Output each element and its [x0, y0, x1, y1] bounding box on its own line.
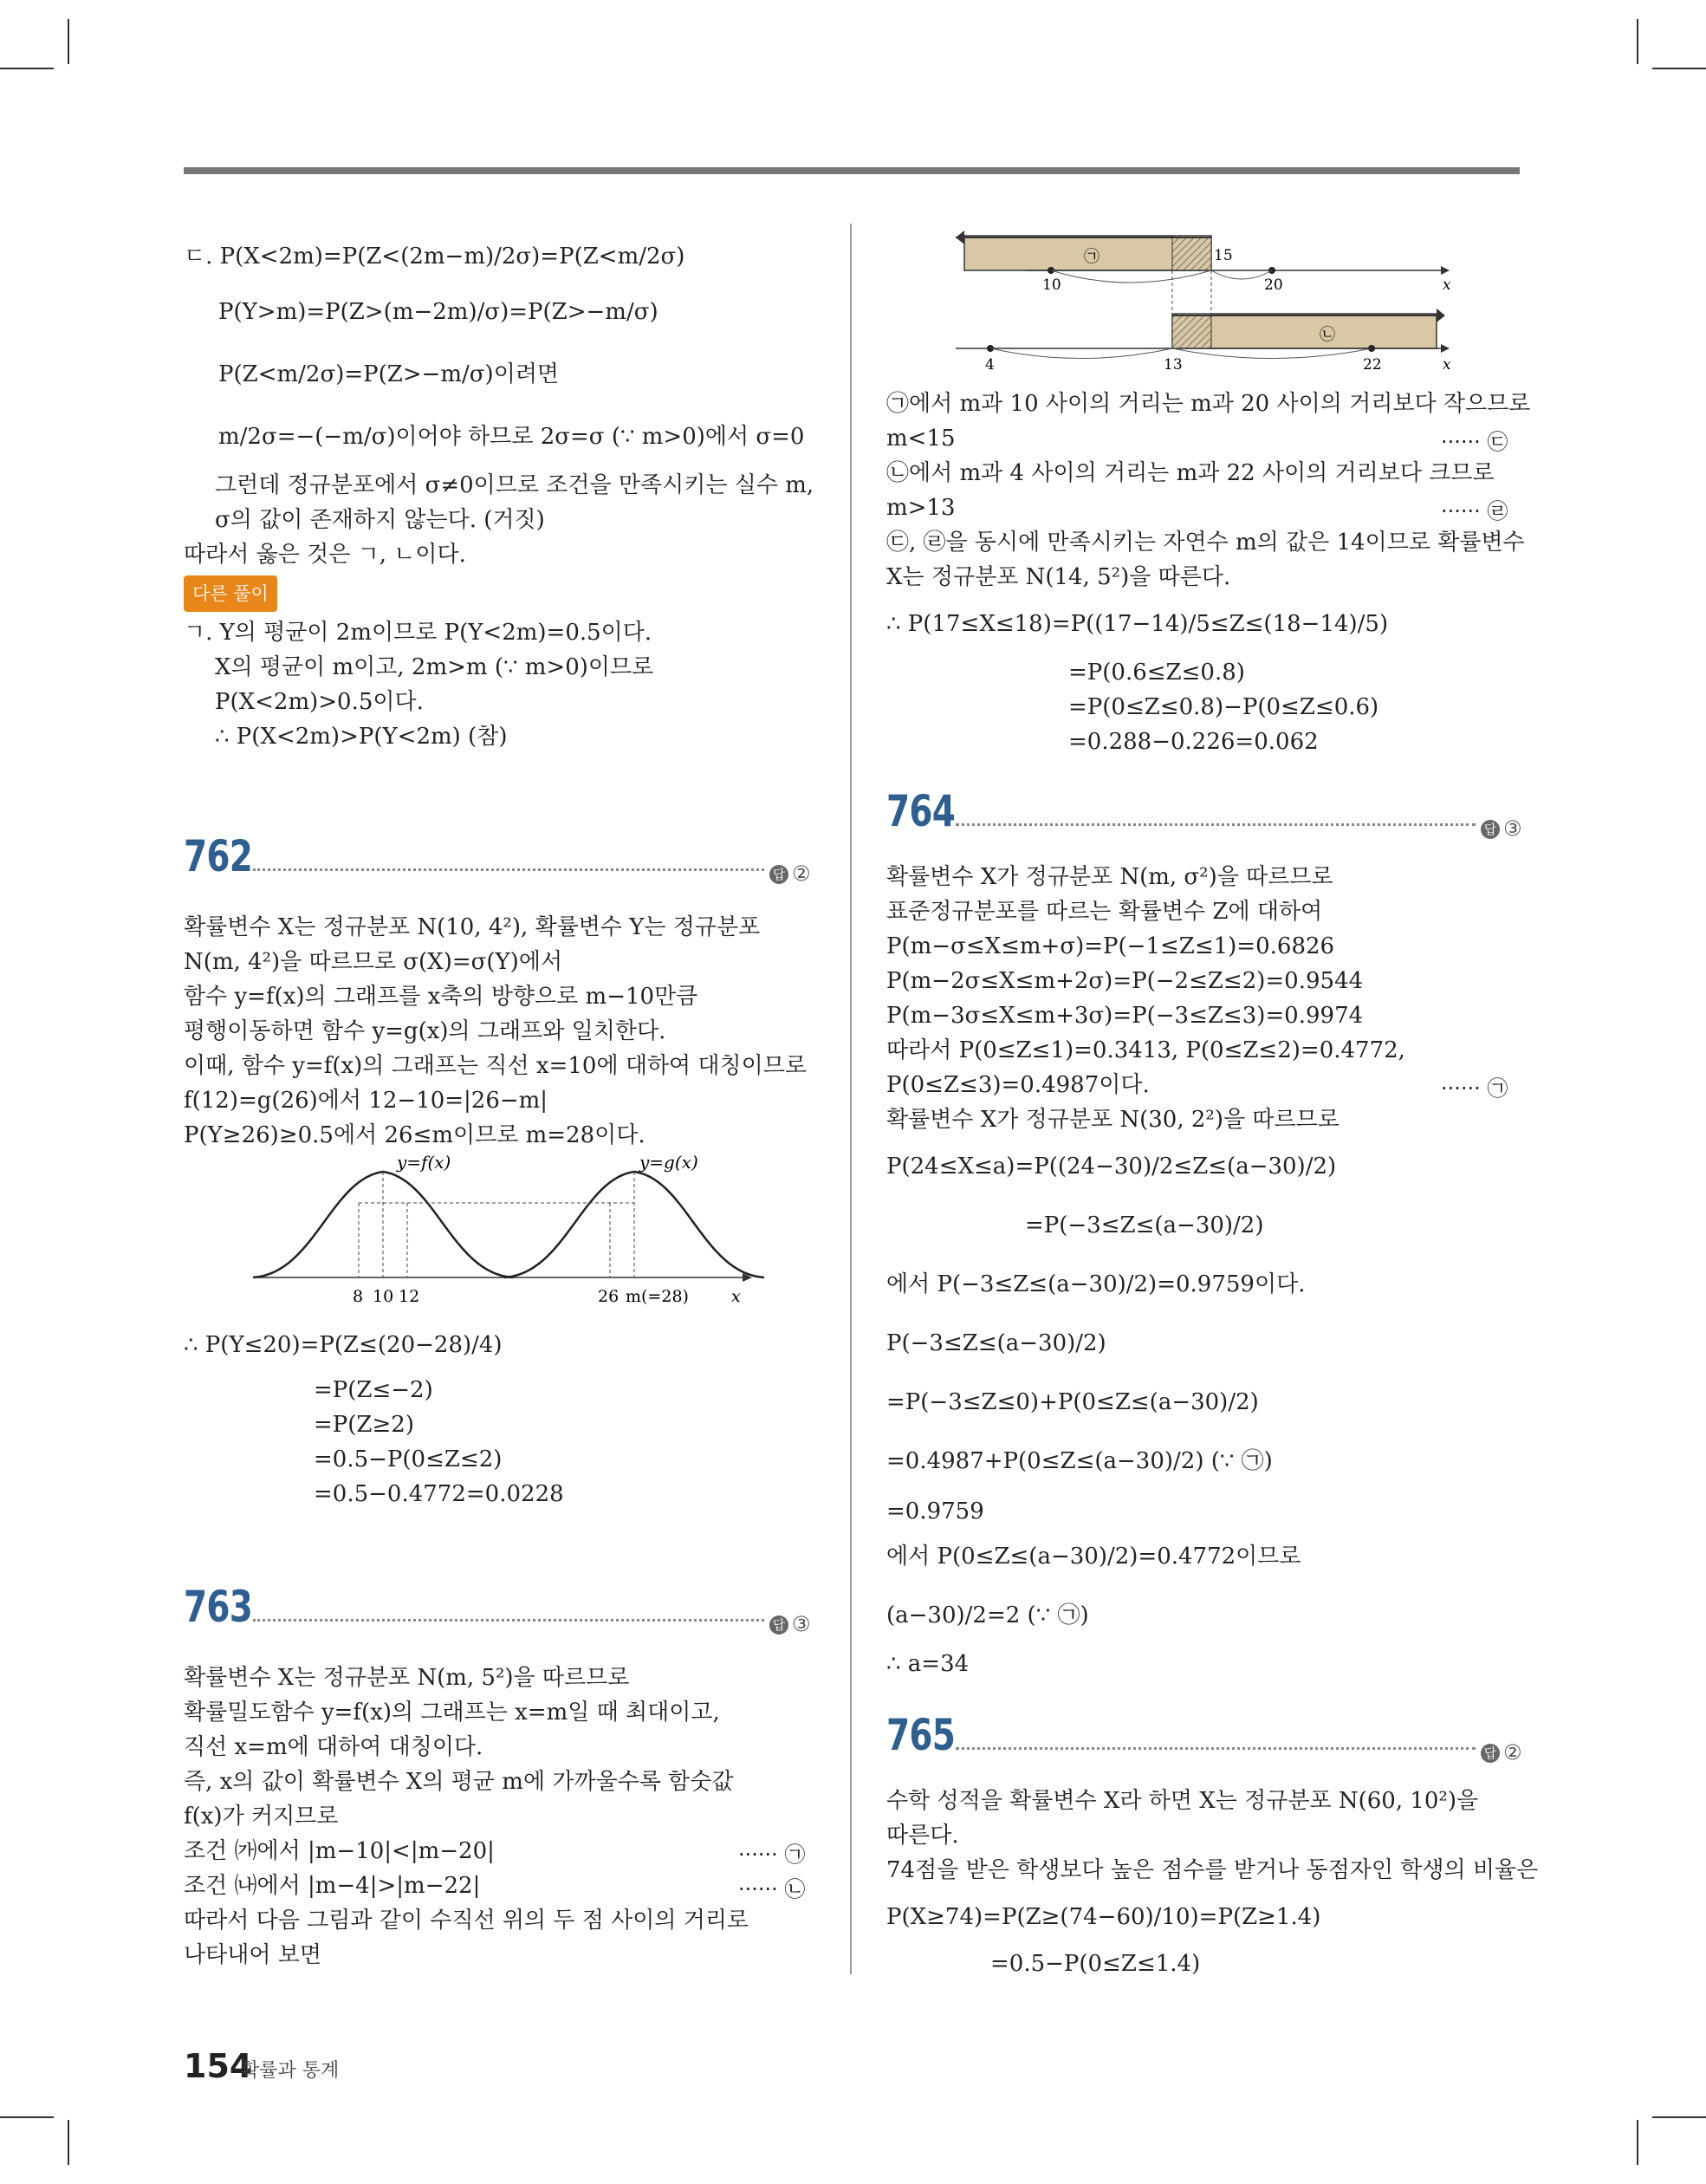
text-line: ㉠에서 m과 10 사이의 거리는 m과 20 사이의 거리보다 작으므로	[886, 391, 1531, 417]
text-line: 이때, 함수 y=f(x)의 그래프는 직선 x=10에 대하여 대칭이므로	[184, 1053, 808, 1079]
text-line: =P(0≤Z≤0.8)−P(0≤Z≤0.6)	[1068, 694, 1379, 720]
text-line: 확률변수 X가 정규분포 N(30, 2²)을 따르므로	[886, 1107, 1340, 1133]
svg-text:4: 4	[985, 356, 995, 374]
text-line: 나타내어 보면	[184, 1942, 321, 1968]
crop-mark	[1652, 68, 1706, 69]
text-line: X는 정규분포 N(14, 5²)을 따른다.	[886, 564, 1231, 590]
normal-curves-graph	[253, 1153, 773, 1309]
text-line: ∴ a=34	[886, 1651, 970, 1677]
text-line: f(x)가 커지므로	[184, 1804, 339, 1830]
crop-mark	[1652, 2116, 1706, 2118]
equation-mark: ······ ㉡	[738, 1877, 806, 1901]
text-line: =0.4987+P(0≤Z≤(a−30)/2) (∵ ㉠)	[886, 1448, 1273, 1474]
svg-text:10: 10	[1042, 276, 1061, 294]
svg-text:13: 13	[1164, 356, 1183, 374]
text-line: =P(Z≤−2)	[314, 1377, 433, 1403]
text-line: 따라서 다음 그림과 같이 수직선 위의 두 점 사이의 거리로	[184, 1908, 749, 1934]
leader-dots	[956, 823, 1476, 826]
text-line: 표준정규분포를 따르는 확률변수 Z에 대하여	[886, 899, 1323, 925]
text-line: ∴ P(X<2m)>P(Y<2m) (참)	[215, 724, 508, 750]
problem-number: 765	[886, 1710, 956, 1760]
text-line: ∴ P(17≤X≤18)=P((17−14)/5≤Z≤(18−14)/5)	[886, 611, 1389, 637]
leader-dots	[956, 1747, 1476, 1750]
text-line: =P(−3≤Z≤0)+P(0≤Z≤(a−30)/2)	[886, 1389, 1259, 1415]
text-line: P(24≤X≤a)=P((24−30)/2≤Z≤(a−30)/2)	[886, 1154, 1337, 1180]
text-line: =P(Z≥2)	[314, 1412, 414, 1438]
crop-mark	[68, 19, 69, 64]
text-line: 즉, x의 값이 확률변수 X의 평균 m에 가까울수록 함숫값	[184, 1769, 734, 1795]
svg-text:x: x	[1443, 356, 1451, 374]
left-column	[184, 0, 825, 1993]
svg-text:20: 20	[1264, 276, 1283, 294]
text-line: 74점을 받은 학생보다 높은 점수를 받거나 동점자인 학생의 비율은	[886, 1857, 1539, 1883]
text-line: 수학 성적을 확률변수 X라 하면 X는 정규분포 N(60, 10²)을	[886, 1788, 1479, 1814]
crop-mark	[0, 68, 54, 69]
problem-number: 763	[184, 1582, 253, 1632]
text-line: m/2σ=−(−m/σ)이어야 하므로 2σ=σ (∵ m>0)에서 σ=0	[218, 424, 805, 450]
column-divider	[850, 224, 852, 1974]
text-line: ㉡에서 m과 4 사이의 거리는 m과 22 사이의 거리보다 크므로	[886, 460, 1495, 486]
text-line: 확률변수 X는 정규분포 N(10, 4²), 확률변수 Y는 정규분포	[184, 914, 761, 940]
text-line: 평행이동하면 함수 y=g(x)의 그래프와 일치한다.	[184, 1018, 666, 1044]
crop-mark	[68, 2120, 69, 2165]
text-line: 확률변수 X가 정규분포 N(m, σ²)을 따르므로	[886, 864, 1333, 890]
text-line: ∴ P(Y≤20)=P(Z≤(20−28)/4)	[184, 1332, 503, 1358]
text-line: =P(0.6≤Z≤0.8)	[1068, 660, 1245, 686]
equation-mark: ······ ㉢	[1441, 430, 1508, 454]
text-line: 따른다.	[886, 1823, 959, 1849]
svg-text:㉡: ㉡	[1320, 326, 1335, 344]
text-line: P(X≥74)=P(Z≥(74−60)/10)=P(Z≥1.4)	[886, 1904, 1321, 1930]
alt-solution-badge: 다른 풀이	[184, 575, 277, 612]
text-line: m<15	[886, 426, 956, 452]
svg-text:x: x	[1443, 276, 1451, 294]
svg-text:15: 15	[1214, 247, 1233, 264]
right-column	[886, 0, 1539, 1993]
crop-mark	[1637, 2120, 1638, 2165]
text-line: X의 평균이 m이고, 2m>m (∵ m>0)이므로	[215, 654, 654, 680]
equation-mark: ······ ㉠	[738, 1843, 806, 1867]
text-line: P(X<2m)>0.5이다.	[215, 689, 424, 715]
text-line: (a−30)/2=2 (∵ ㉠)	[886, 1602, 1089, 1628]
text-line: P(Y>m)=P(Z>(m−2m)/σ)=P(Z>−m/σ)	[218, 299, 658, 325]
text-line: =0.9759	[886, 1498, 984, 1524]
tick-label: 26	[598, 1287, 619, 1306]
text-line: 직선 x=m에 대하여 대칭이다.	[184, 1734, 483, 1760]
text-line: P(−3≤Z≤(a−30)/2)	[886, 1330, 1106, 1356]
text-line: P(0≤Z≤3)=0.4987이다.	[886, 1072, 1150, 1098]
text-line: ㉢, ㉣을 동시에 만족시키는 자연수 m의 값은 14이므로 확률변수	[886, 530, 1525, 556]
text-line: 따라서 P(0≤Z≤1)=0.3413, P(0≤Z≤2)=0.4772,	[886, 1037, 1405, 1063]
text-line: N(m, 4²)을 따르므로 σ(X)=σ(Y)에서	[184, 949, 563, 975]
f-label: y=f(x)	[397, 1153, 451, 1173]
answer-label: 답 ②	[1481, 1735, 1522, 1770]
text-line: ㄷ. P(X<2m)=P(Z<(2m−m)/2σ)=P(Z<m/2σ)	[184, 244, 685, 270]
text-line: 함수 y=f(x)의 그래프를 x축의 방향으로 m−10만큼	[184, 984, 698, 1010]
subject-title: 확률과 통계	[241, 2060, 340, 2082]
problem-number: 762	[184, 831, 253, 881]
text-line: 에서 P(0≤Z≤(a−30)/2)=0.4772이므로	[886, 1544, 1301, 1570]
text-line: P(m−σ≤X≤m+σ)=P(−1≤Z≤1)=0.6826	[886, 933, 1335, 959]
crop-mark	[1637, 19, 1638, 64]
svg-text:㉠: ㉠	[1084, 248, 1099, 266]
text-line: 조건 ㈎에서 |m−10|<|m−20|	[184, 1838, 495, 1864]
tick-label: 8	[353, 1287, 364, 1306]
crop-mark	[0, 2116, 54, 2118]
text-line: 확률변수 X는 정규분포 N(m, 5²)을 따르므로	[184, 1665, 630, 1691]
text-line: 따라서 옳은 것은 ㄱ, ㄴ이다.	[184, 542, 466, 568]
equation-mark: ······ ㉣	[1441, 499, 1508, 523]
leader-dots	[253, 868, 764, 871]
leader-dots	[253, 1619, 764, 1622]
problem-number: 764	[886, 786, 956, 836]
text-line: P(m−2σ≤X≤m+2σ)=P(−2≤Z≤2)=0.9544	[886, 968, 1364, 994]
text-line: P(m−3σ≤X≤m+3σ)=P(−3≤Z≤3)=0.9974	[886, 1003, 1364, 1029]
g-label: y=g(x)	[639, 1153, 698, 1173]
answer-label: 답 ③	[1481, 811, 1522, 846]
text-line: σ의 값이 존재하지 않는다. (거짓)	[215, 507, 545, 533]
text-line: =0.5−0.4772=0.0228	[314, 1481, 564, 1507]
text-line: 확률밀도함수 y=f(x)의 그래프는 x=m일 때 최대이고,	[184, 1700, 720, 1726]
equation-mark: ······ ㉠	[1441, 1076, 1508, 1101]
text-line: ㄱ. Y의 평균이 2m이므로 P(Y<2m)=0.5이다.	[184, 620, 652, 646]
svg-text:22: 22	[1363, 356, 1382, 374]
tick-label: m(=28)	[626, 1287, 689, 1306]
text-line: 에서 P(−3≤Z≤(a−30)/2)=0.9759이다.	[886, 1271, 1306, 1297]
answer-label: 답 ③	[769, 1607, 811, 1641]
text-line: =0.288−0.226=0.062	[1068, 729, 1319, 755]
text-line: P(Z<m/2σ)=P(Z>−m/σ)이려면	[218, 361, 560, 387]
text-line: 조건 ㈏에서 |m−4|>|m−22|	[184, 1873, 481, 1899]
text-line: 그런데 정규분포에서 σ≠0이므로 조건을 만족시키는 실수 m,	[215, 472, 814, 498]
text-line: =0.5−P(0≤Z≤1.4)	[990, 1951, 1201, 1977]
text-line: f(12)=g(26)에서 12−10=|26−m|	[184, 1088, 548, 1114]
answer-label: 답 ②	[769, 856, 811, 891]
axis-label: x	[731, 1287, 741, 1306]
tick-label: 10	[373, 1287, 394, 1306]
text-line: =P(−3≤Z≤(a−30)/2)	[1025, 1212, 1264, 1238]
page-number: 154	[184, 2047, 253, 2085]
text-line: P(Y≥26)≥0.5에서 26≤m이므로 m=28이다.	[184, 1122, 645, 1148]
tick-label: 12	[399, 1287, 420, 1306]
number-line-diagram	[956, 225, 1476, 381]
text-line: m>13	[886, 495, 956, 521]
text-line: =0.5−P(0≤Z≤2)	[314, 1446, 503, 1472]
